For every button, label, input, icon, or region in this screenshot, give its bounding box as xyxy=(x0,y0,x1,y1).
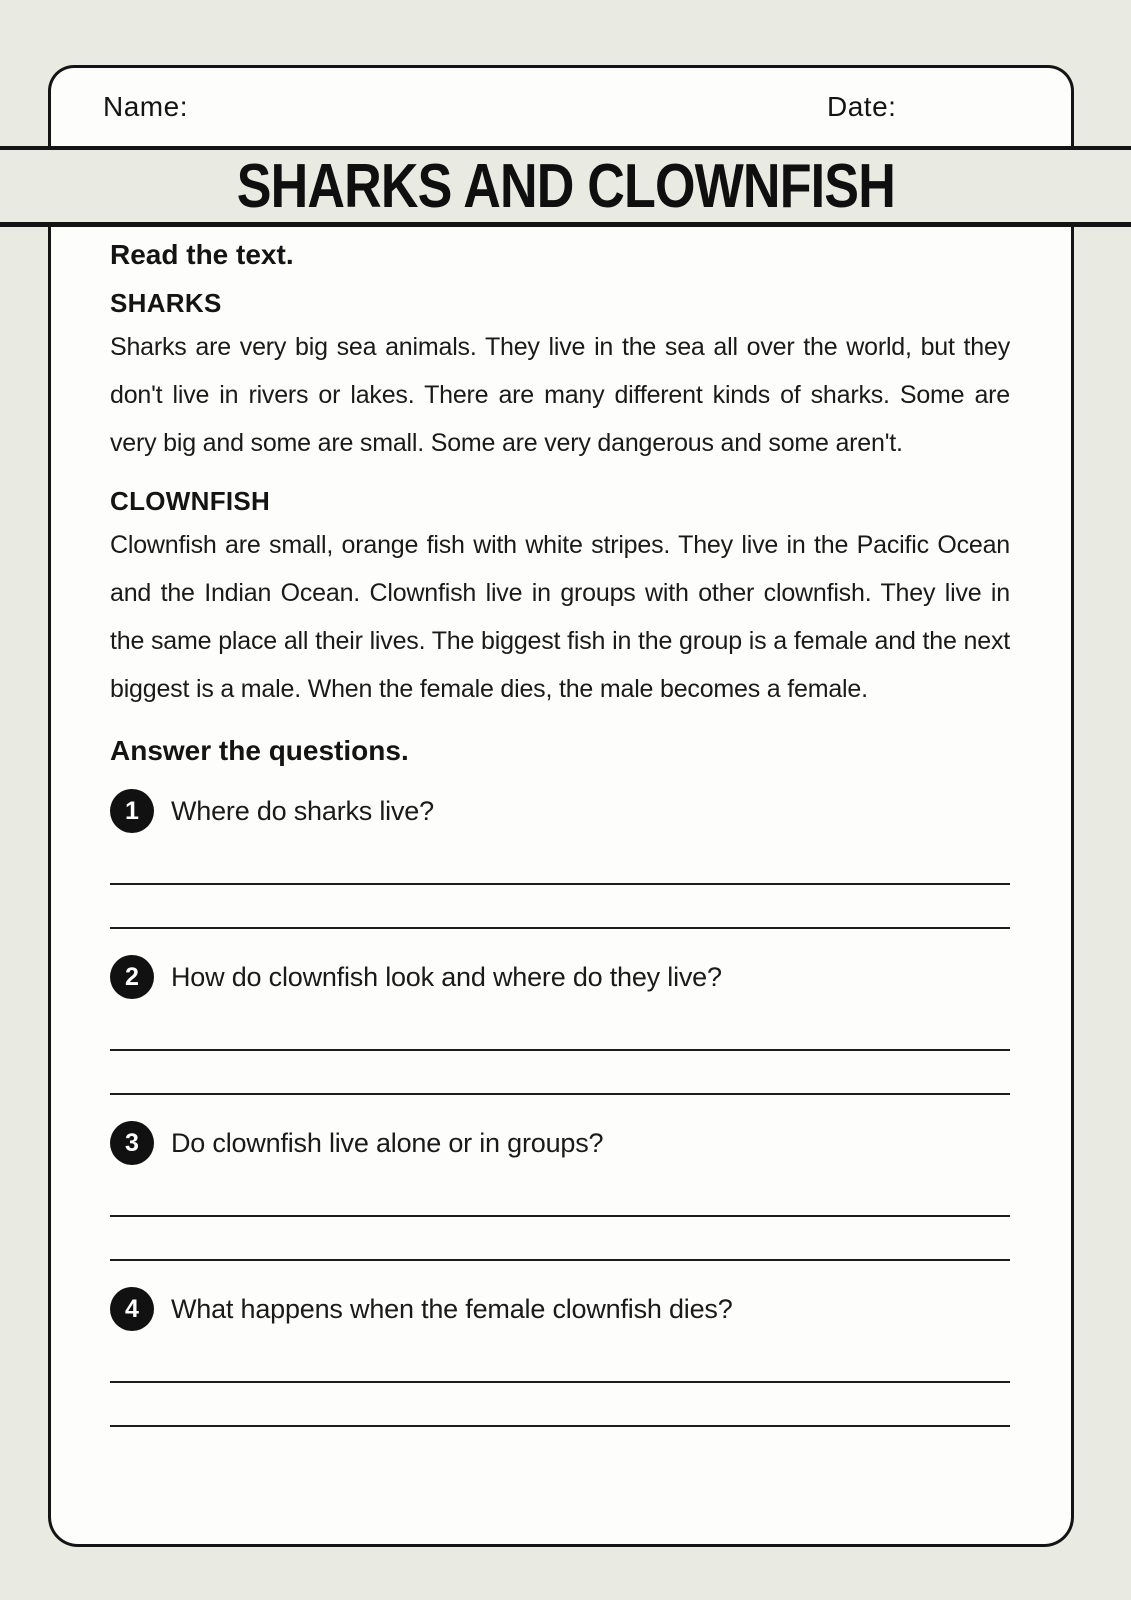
title-band xyxy=(0,146,1131,227)
worksheet-title: SHARKS AND CLOWNFISH xyxy=(236,151,895,221)
question-text: How do clownfish look and where do they live? xyxy=(171,961,722,992)
question-number-badge: 3 xyxy=(110,1121,154,1165)
question-block-4 xyxy=(110,1287,1010,1427)
question-number-badge: 1 xyxy=(110,789,154,833)
answer-line[interactable] xyxy=(110,1049,1010,1051)
question-number-badge: 2 xyxy=(110,955,154,999)
section-heading-sharks: SHARKS xyxy=(110,288,222,318)
answer-line[interactable] xyxy=(110,1381,1010,1383)
answer-line[interactable] xyxy=(110,1215,1010,1217)
question-text: What happens when the female clownfish dies? xyxy=(171,1293,733,1324)
date-label: Date: xyxy=(827,91,897,122)
question-block-2 xyxy=(110,955,1010,1095)
date-input-area[interactable] xyxy=(896,87,1071,127)
question-head xyxy=(110,1287,1010,1331)
answer-line[interactable] xyxy=(110,1259,1010,1261)
answer-line[interactable] xyxy=(110,1425,1010,1427)
question-block-3 xyxy=(110,1121,1010,1261)
name-date-box xyxy=(48,65,1074,146)
name-field xyxy=(103,87,827,127)
worksheet-body xyxy=(48,227,1074,1547)
question-number-badge: 4 xyxy=(110,1287,154,1331)
name-label: Name: xyxy=(103,91,188,122)
question-text: Do clownfish live alone or in groups? xyxy=(171,1127,604,1158)
section-heading-clownfish: CLOWNFISH xyxy=(110,486,271,516)
date-field xyxy=(827,87,1071,127)
clownfish-paragraph: Clownfish are small, orange fish with white stripes. They live in the Pacific Ocean and the Indian Ocean. Clownfish live in groups with other clownfish. They live in the same place all their lives. The biggest fish in the group is a female and the next biggest is a male. When the female dies, the male becomes a female. xyxy=(110,531,1010,703)
question-block-1 xyxy=(110,789,1010,929)
question-head xyxy=(110,1121,1010,1165)
question-head xyxy=(110,789,1010,833)
answer-instruction: Answer the questions. xyxy=(110,735,409,766)
question-text: Where do sharks live? xyxy=(171,795,434,826)
question-head xyxy=(110,955,1010,999)
answer-line[interactable] xyxy=(110,927,1010,929)
name-input-area[interactable] xyxy=(188,87,827,127)
read-instruction: Read the text. xyxy=(110,239,294,270)
answer-line[interactable] xyxy=(110,883,1010,885)
sharks-paragraph: Sharks are very big sea animals. They live in the sea all over the world, but they don't live in rivers or lakes. There are many different kinds of sharks. Some are very big and some are small. Some are very dangerous and some aren't. xyxy=(110,333,1010,457)
answer-line[interactable] xyxy=(110,1093,1010,1095)
